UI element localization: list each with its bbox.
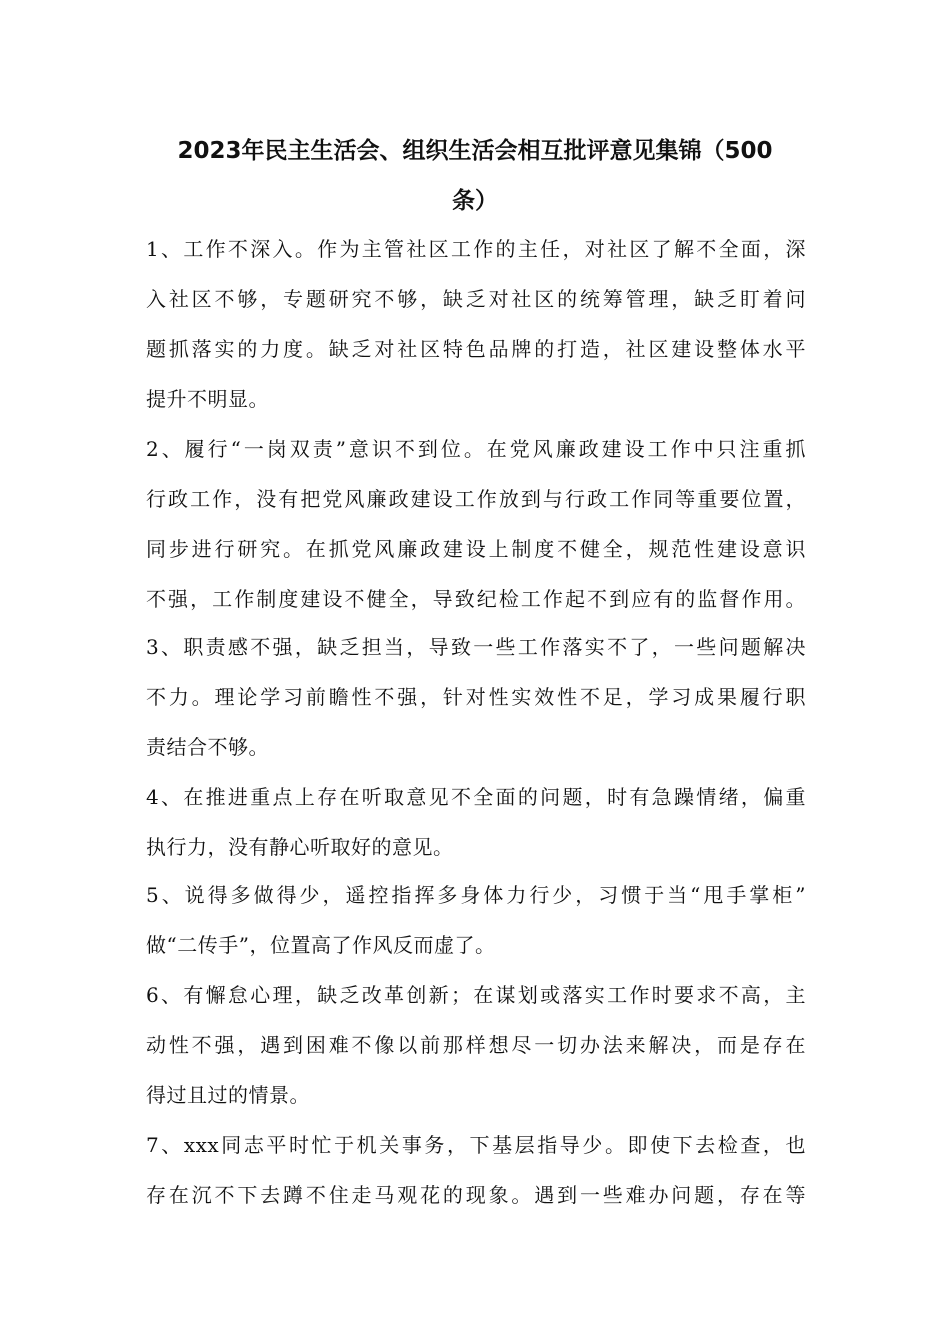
text-line: 2、履行“一岗双责”意识不到位。在党风廉政建设工作中只注重抓 (146, 437, 806, 461)
text-line: 动性不强，遇到困难不像以前那样想尽一切办法来解决，而是存在 (146, 1033, 806, 1057)
text-line: 做“二传手”，位置高了作风反而虚了。 (146, 933, 496, 957)
text-line: 执行力，没有静心听取好的意见。 (146, 835, 454, 859)
text-line: 题抓落实的力度。缺乏对社区特色品牌的打造，社区建设整体水平 (146, 337, 806, 361)
text-line: 存在沉不下去蹲不住走马观花的现象。遇到一些难办问题，存在等 (146, 1183, 806, 1207)
text-line: 7、xxx同志平时忙于机关事务，下基层指导少。即使下去检查，也 (146, 1133, 806, 1157)
text-line: 提升不明显。 (146, 387, 269, 411)
text-line: 不强，工作制度建设不健全，导致纪检工作起不到应有的监督作用。 (146, 587, 806, 611)
text-line: 1、工作不深入。作为主管社区工作的主任，对社区了解不全面，深 (146, 237, 806, 261)
text-line: 责结合不够。 (146, 735, 269, 759)
text-line: 得过且过的情景。 (146, 1083, 310, 1107)
text-line: 不力。理论学习前瞻性不强，针对性实效性不足，学习成果履行职 (146, 685, 806, 709)
document-title (120, 126, 830, 226)
text-line: 5、说得多做得少，遥控指挥多身体力行少，习惯于当“甩手掌柜” (146, 883, 806, 907)
title-line-1: 2023年民主生活会、组织生活会相互批评意见集锦（500 (177, 138, 773, 164)
title-line-2: 条） (452, 188, 498, 214)
text-line: 入社区不够，专题研究不够，缺乏对社区的统筹管理，缺乏盯着问 (146, 287, 806, 311)
text-line: 同步进行研究。在抓党风廉政建设上制度不健全，规范性建设意识 (146, 537, 806, 561)
text-line: 6、有懈怠心理，缺乏改革创新；在谋划或落实工作时要求不高，主 (146, 983, 806, 1007)
text-line: 行政工作，没有把党风廉政建设工作放到与行政工作同等重要位置， (146, 487, 806, 511)
text-line: 3、职责感不强，缺乏担当，导致一些工作落实不了，一些问题解决 (146, 635, 806, 659)
text-line: 4、在推进重点上存在听取意见不全面的问题，时有急躁情绪，偏重 (146, 785, 806, 809)
